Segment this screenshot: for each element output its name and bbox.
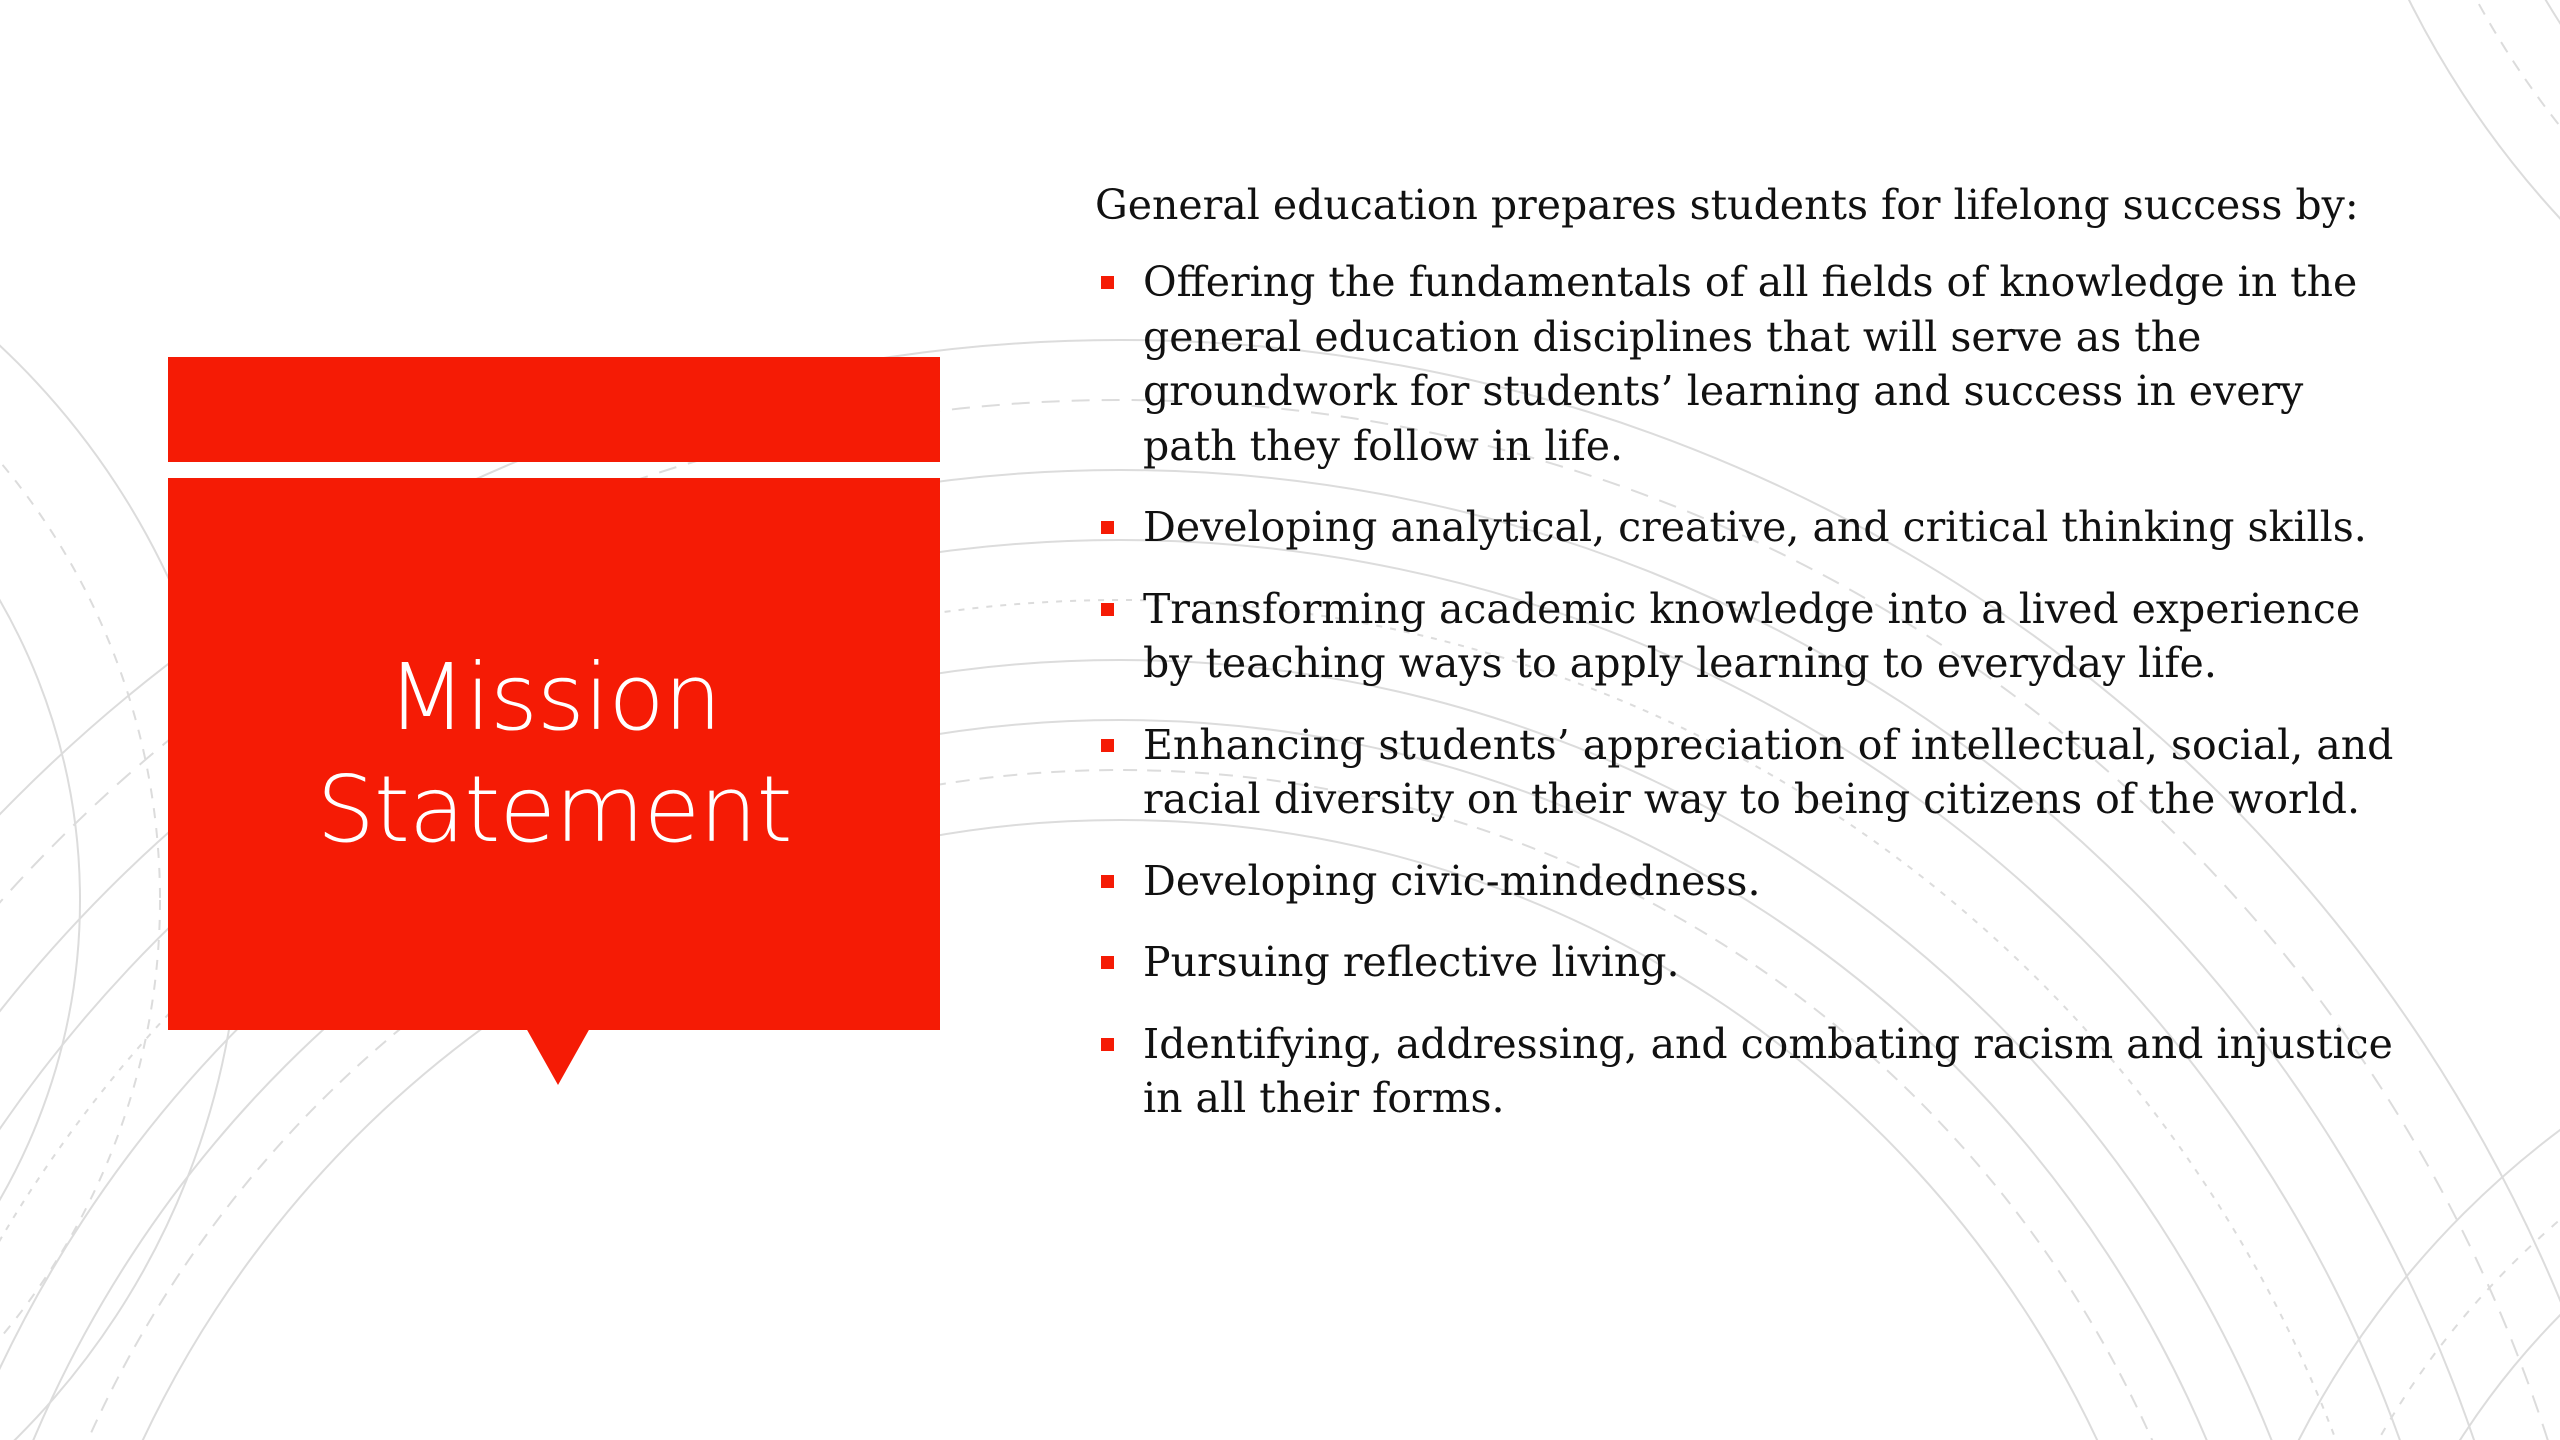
bullet-square-icon — [1101, 739, 1114, 752]
bullet-square-icon — [1101, 603, 1114, 616]
bullet-square-icon — [1101, 875, 1114, 888]
bullet-item — [1095, 1017, 2395, 1126]
title-callout-pointer — [526, 1028, 590, 1085]
intro-text: General education prepares students for lifelong success by: — [1095, 181, 2359, 229]
bullet-item — [1095, 500, 2395, 555]
bullet-item — [1095, 255, 2395, 473]
bullet-square-icon — [1101, 521, 1114, 534]
bullet-item — [1095, 935, 2395, 990]
bullet-item — [1095, 854, 2395, 909]
slide-title-line-1: Mission — [387, 644, 721, 751]
bullet-square-icon — [1101, 276, 1114, 289]
slide-title — [316, 642, 791, 866]
bullet-square-icon — [1101, 1038, 1114, 1051]
slide-title-line-2: Statement — [316, 756, 792, 863]
bullet-item — [1095, 718, 2395, 827]
bullet-text: Offering the fundamentals of all fields of knowledge in the general education disciplines that will serve as the groundwork for students’ learning and success in every path they follow in life. — [1143, 258, 2358, 470]
title-box — [168, 478, 940, 1030]
bullet-text: Identifying, addressing, and combating racism and injustice in all their forms. — [1143, 1019, 2393, 1122]
bullet-item — [1095, 582, 2395, 691]
bullet-text: Pursuing reflective living. — [1143, 938, 1680, 986]
content-area — [1095, 178, 2395, 1153]
bullet-text: Transforming academic knowledge into a lived experience by teaching ways to apply learning to everyday life. — [1143, 584, 2361, 687]
bullet-list — [1095, 255, 2395, 1126]
bullet-text: Developing civic-mindedness. — [1143, 856, 1761, 905]
bullet-square-icon — [1101, 956, 1114, 969]
bullet-text: Developing analytical, creative, and critical thinking skills. — [1143, 503, 2367, 551]
title-accent-bar — [168, 357, 940, 462]
bullet-text: Enhancing students’ appreciation of intellectual, social, and racial diversity on their way to being citizens of the world. — [1143, 720, 2394, 823]
